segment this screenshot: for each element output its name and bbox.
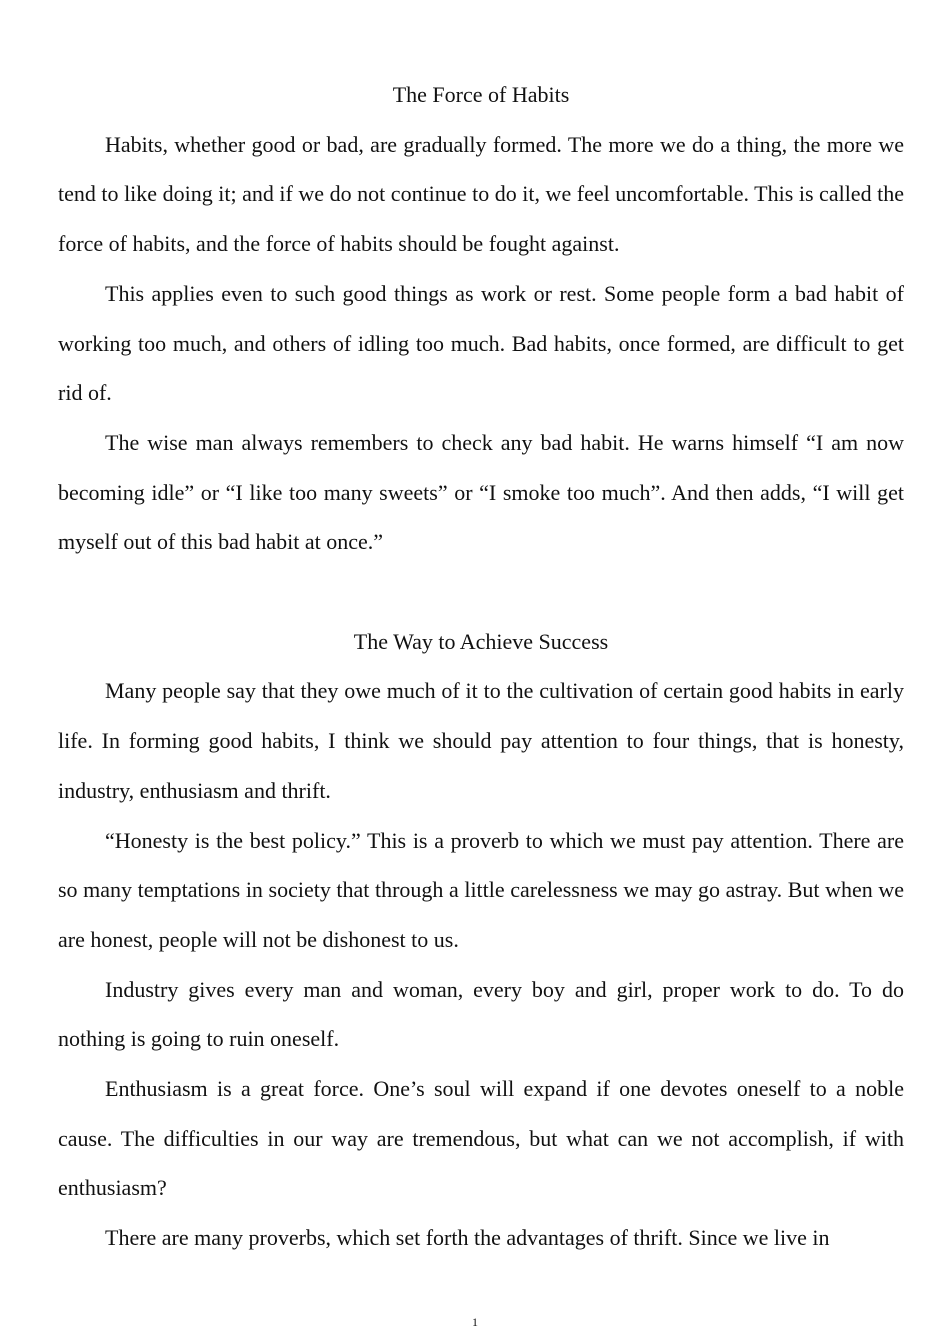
paragraph: This applies even to such good things as work or rest. Some people form a bad habit of working too much, and others of idling too much. Bad habits, once formed, are difficult to get rid of. bbox=[58, 280, 904, 406]
page-number: 1 bbox=[472, 1315, 478, 1329]
paragraph: Industry gives every man and woman, every boy and girl, proper work to do. To do nothing is going to ruin oneself. bbox=[58, 976, 904, 1052]
document-page bbox=[58, 70, 904, 1263]
paragraph: The wise man always remembers to check any bad habit. He warns himself “I am now becoming idle” or “I like too many sweets” or “I smoke too much”. And then adds, “I will get myself out of this bad habit at once.” bbox=[58, 429, 904, 555]
section-title-way-to-success: The Way to Achieve Success bbox=[353, 628, 609, 654]
section-spacer bbox=[58, 567, 904, 617]
paragraph: Enthusiasm is a great force. One’s soul will expand if one devotes oneself to a noble cause. The difficulties in our way are tremendous, but what can we not accomplish, if with enthusiasm? bbox=[58, 1076, 904, 1201]
paragraph: Habits, whether good or bad, are gradually formed. The more we do a thing, the more we tend to like doing it; and if we do not continue to do it, we feel uncomfortable. This is called the force of habits, and the force of habits should be fought against. bbox=[58, 131, 904, 257]
paragraph: Many people say that they owe much of it to the cultivation of certain good habits in early life. In forming good habits, I think we should pay attention to four things, that is honesty, industry, enthusiasm and thrift. bbox=[58, 678, 904, 803]
paragraph: There are many proverbs, which set forth the advantages of thrift. Since we live in bbox=[105, 1225, 830, 1251]
section-title-force-of-habits: The Force of Habits bbox=[392, 82, 570, 107]
paragraph: “Honesty is the best policy.” This is a proverb to which we must pay attention. There are so many temptations in society that through a little carelessness we may go astray. But when we are honest, people will not be dishonest to us. bbox=[58, 827, 904, 952]
